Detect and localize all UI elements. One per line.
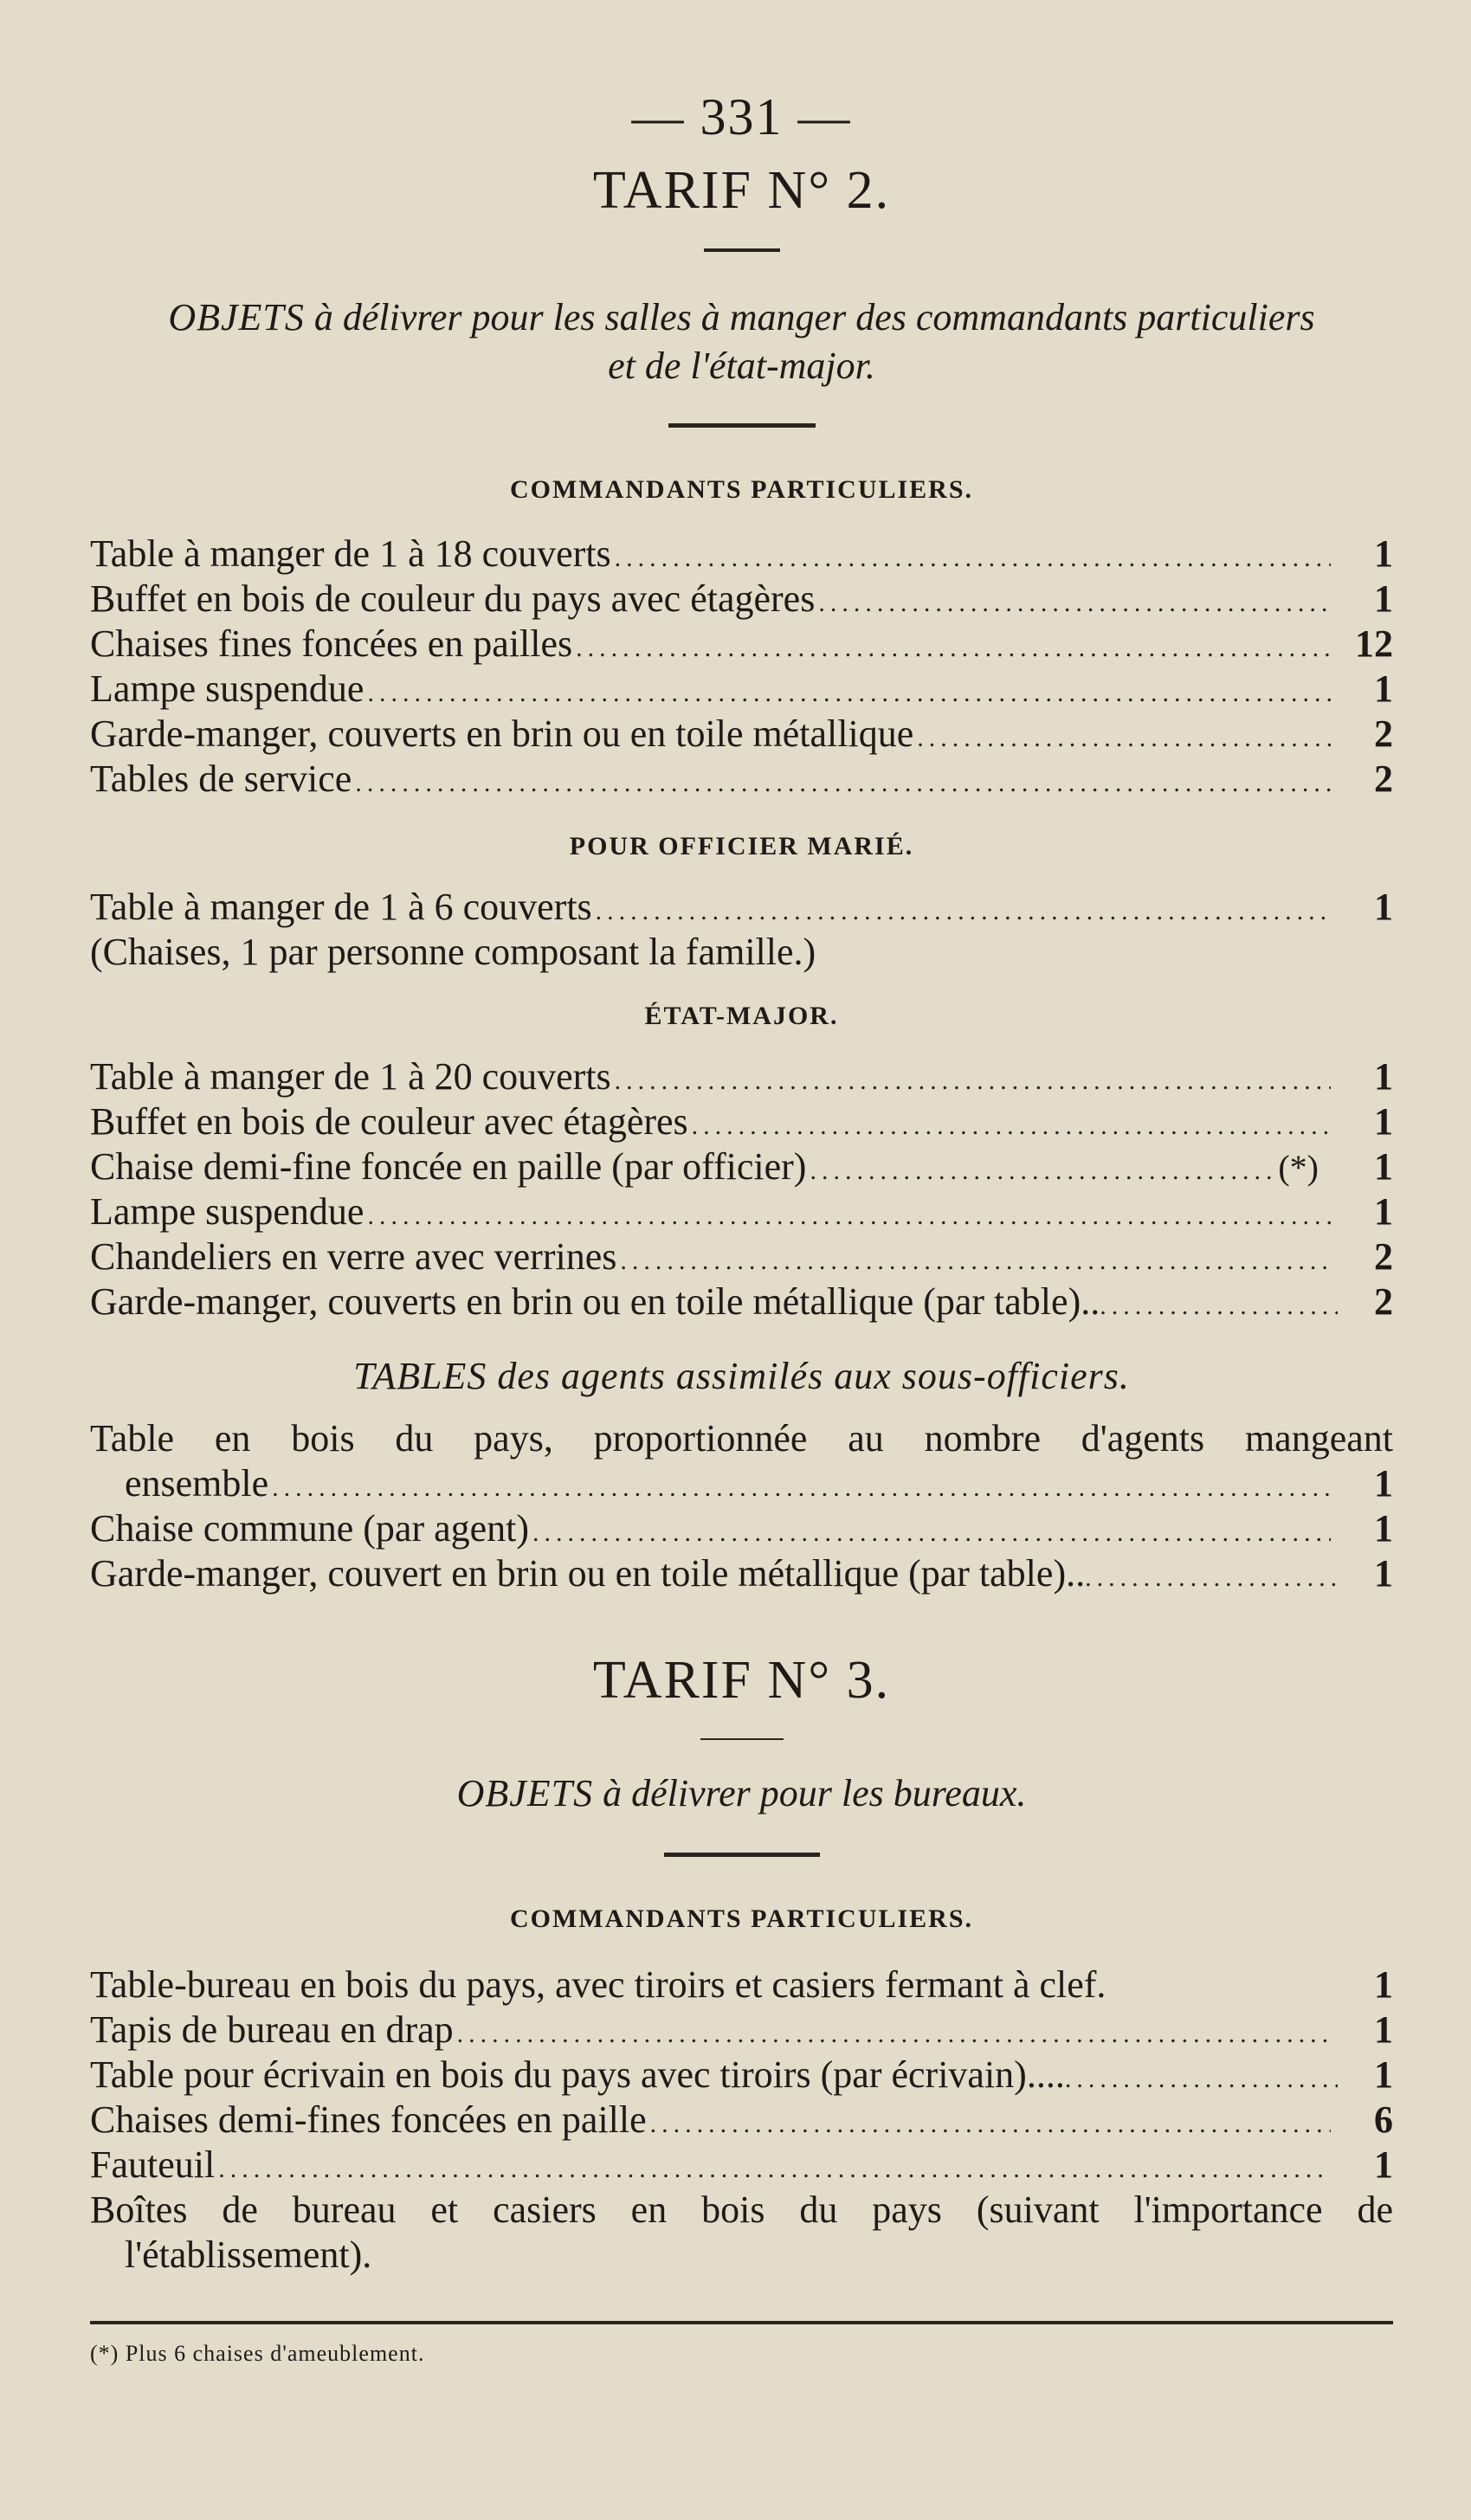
footnote: (*) Plus 6 chaises d'ameublement. xyxy=(90,2341,425,2366)
list-item xyxy=(90,2143,1393,2188)
item-label: Table à manger de 1 à 18 couverts xyxy=(90,532,611,575)
item-label: Tables de service xyxy=(90,757,352,800)
item-label: Chaises demi-fines foncées en paille xyxy=(90,2098,647,2141)
leader-dots xyxy=(355,761,1331,806)
item-quantity: 1 xyxy=(1374,1190,1393,1233)
item-label: Chaises fines foncées en pailles xyxy=(90,622,573,665)
tarif-2-subtitle xyxy=(90,293,1393,390)
list-item xyxy=(90,712,1393,757)
section-rule xyxy=(664,1853,820,1857)
list-item xyxy=(90,1054,1393,1099)
section-heading-commandants-bureaux: COMMANDANTS PARTICULIERS. xyxy=(509,1905,974,1933)
leader-dots xyxy=(1085,1556,1338,1601)
footnote-mark: (*) xyxy=(1278,1148,1319,1187)
list-item xyxy=(90,757,1393,802)
leader-dots xyxy=(615,1059,1331,1104)
leader-dots xyxy=(692,1104,1331,1149)
item-label: Table à manger de 1 à 20 couverts xyxy=(90,1055,611,1098)
item-label: Table à manger de 1 à 6 couverts xyxy=(90,886,592,928)
list-item xyxy=(90,1963,1393,2008)
section-rule xyxy=(668,423,816,428)
item-label: Table-bureau en bois du pays, avec tiroirs et casiers fermant à clef. xyxy=(90,1963,1106,2006)
leader-dots xyxy=(218,2147,1331,2192)
item-label: Table pour écrivain en bois du pays avec tiroirs (par écrivain).... xyxy=(90,2053,1065,2096)
item-label: Chandeliers en verre avec verrines xyxy=(90,1235,617,1278)
item-quantity: 2 xyxy=(1374,1235,1393,1278)
leader-dots xyxy=(596,889,1331,934)
subtitle-text: à délivrer pour les salles à manger des commandants particuliers xyxy=(304,296,1315,338)
item-quantity: 1 xyxy=(1374,886,1393,928)
list-item xyxy=(90,1461,1393,1506)
list-item xyxy=(90,1189,1393,1234)
item-quantity: 1 xyxy=(1374,2143,1393,2186)
list-item xyxy=(90,577,1393,622)
title-rule xyxy=(700,1738,784,1740)
leader-dots xyxy=(650,2102,1331,2147)
item-list-bureaux xyxy=(90,1963,1393,2188)
item-label: Tapis de bureau en drap xyxy=(90,2008,454,2051)
item-quantity: 1 xyxy=(1374,1055,1393,1098)
item-label: Chaise demi-fine foncée en paille (par officier) xyxy=(90,1145,807,1188)
list-item xyxy=(90,1144,1393,1189)
list-item xyxy=(90,1234,1393,1279)
tarif-3-subtitle xyxy=(90,1769,1393,1818)
leader-dots xyxy=(810,1149,1271,1194)
item-label: Lampe suspendue xyxy=(90,667,365,710)
boites-line-2: l'établissement). xyxy=(125,2233,372,2276)
item-label: Buffet en bois de couleur du pays avec étagères xyxy=(90,577,816,620)
item-quantity: 2 xyxy=(1374,757,1393,800)
leader-dots xyxy=(818,581,1331,626)
list-item xyxy=(90,2053,1393,2098)
item-quantity: 1 xyxy=(1374,532,1393,575)
list-item xyxy=(90,885,1393,930)
leader-dots xyxy=(532,1511,1331,1556)
list-item xyxy=(90,2098,1393,2143)
item-quantity: 2 xyxy=(1374,1280,1393,1323)
leader-dots xyxy=(367,1194,1331,1239)
item-list-commandants xyxy=(90,532,1393,802)
item-quantity: 12 xyxy=(1355,622,1393,665)
list-item xyxy=(90,532,1393,577)
list-item xyxy=(90,1551,1393,1596)
list-item xyxy=(90,667,1393,712)
heading-text: des agents assimilés aux sous-officiers. xyxy=(487,1355,1130,1397)
list-item xyxy=(90,1506,1393,1551)
item-label: Buffet en bois de couleur avec étagères xyxy=(90,1100,688,1143)
item-label: Garde-manger, couverts en brin ou en toile métallique xyxy=(90,712,914,755)
item-label: Garde-manger, couvert en brin ou en toile métallique (par table).. xyxy=(90,1552,1086,1595)
item-label: ensemble xyxy=(125,1462,269,1505)
title-rule xyxy=(704,248,780,252)
item-quantity: 1 xyxy=(1374,2008,1393,2051)
section-heading-commandants: COMMANDANTS PARTICULIERS. xyxy=(509,475,974,504)
subtitle-lead: OBJETS xyxy=(456,1772,594,1814)
leader-dots xyxy=(615,536,1331,581)
item-quantity: 1 xyxy=(1374,1963,1393,2006)
section-heading-agents xyxy=(90,1349,1393,1404)
list-item xyxy=(90,2008,1393,2053)
item-label: Fauteuil xyxy=(90,2143,216,2186)
item-quantity: 1 xyxy=(1374,2053,1393,2096)
list-item xyxy=(90,622,1393,667)
section-heading-officier: POUR OFFICIER MARIÉ. xyxy=(569,832,914,860)
heading-lead: TABLES xyxy=(353,1355,487,1397)
leader-dots xyxy=(272,1466,1331,1511)
subtitle-text-line-2: et de l'état-major. xyxy=(608,345,875,387)
leader-dots xyxy=(917,716,1331,761)
officier-note: (Chaises, 1 par personne composant la famille.) xyxy=(90,931,816,973)
list-item xyxy=(90,1099,1393,1144)
agents-table-line: Table en bois du pays, proportionnée au nombre d'agents mangeant xyxy=(90,1417,1393,1460)
tarif-2-title: TARIF N° 2. xyxy=(592,161,891,220)
subtitle-text: à délivrer pour les bureaux. xyxy=(593,1772,1027,1814)
leader-dots xyxy=(1065,2057,1338,2102)
item-list-officier xyxy=(90,885,1393,930)
leader-dots xyxy=(576,626,1331,671)
tarif-3-title: TARIF N° 3. xyxy=(592,1651,891,1710)
footnote-rule xyxy=(90,2321,1393,2324)
item-label: Chaise commune (par agent) xyxy=(90,1507,530,1550)
item-quantity: 1 xyxy=(1374,577,1393,620)
list-item xyxy=(90,1279,1393,1324)
item-list-agents xyxy=(90,1461,1393,1596)
boites-line: Boîtes de bureau et casiers en bois du pays (suivant l'importance de xyxy=(90,2188,1393,2231)
leader-dots xyxy=(457,2012,1331,2057)
item-quantity: 1 xyxy=(1374,1145,1393,1188)
item-list-etat-major xyxy=(90,1054,1393,1324)
item-quantity: 1 xyxy=(1374,667,1393,710)
item-quantity: 1 xyxy=(1374,1507,1393,1550)
leader-dots xyxy=(1100,1284,1338,1329)
subtitle-lead: OBJETS xyxy=(168,296,305,338)
leader-dots xyxy=(620,1239,1331,1284)
item-quantity: 1 xyxy=(1374,1100,1393,1143)
section-heading-etat-major: ÉTAT-MAJOR. xyxy=(644,1002,839,1030)
item-label: Garde-manger, couverts en brin ou en toile métallique (par table).. xyxy=(90,1280,1100,1323)
item-quantity: 1 xyxy=(1374,1462,1393,1505)
leader-dots xyxy=(367,671,1331,716)
page-number: — 331 — xyxy=(631,88,852,145)
item-label: Lampe suspendue xyxy=(90,1190,365,1233)
item-quantity: 6 xyxy=(1374,2098,1393,2141)
item-quantity: 1 xyxy=(1374,1552,1393,1595)
item-quantity: 2 xyxy=(1374,712,1393,755)
